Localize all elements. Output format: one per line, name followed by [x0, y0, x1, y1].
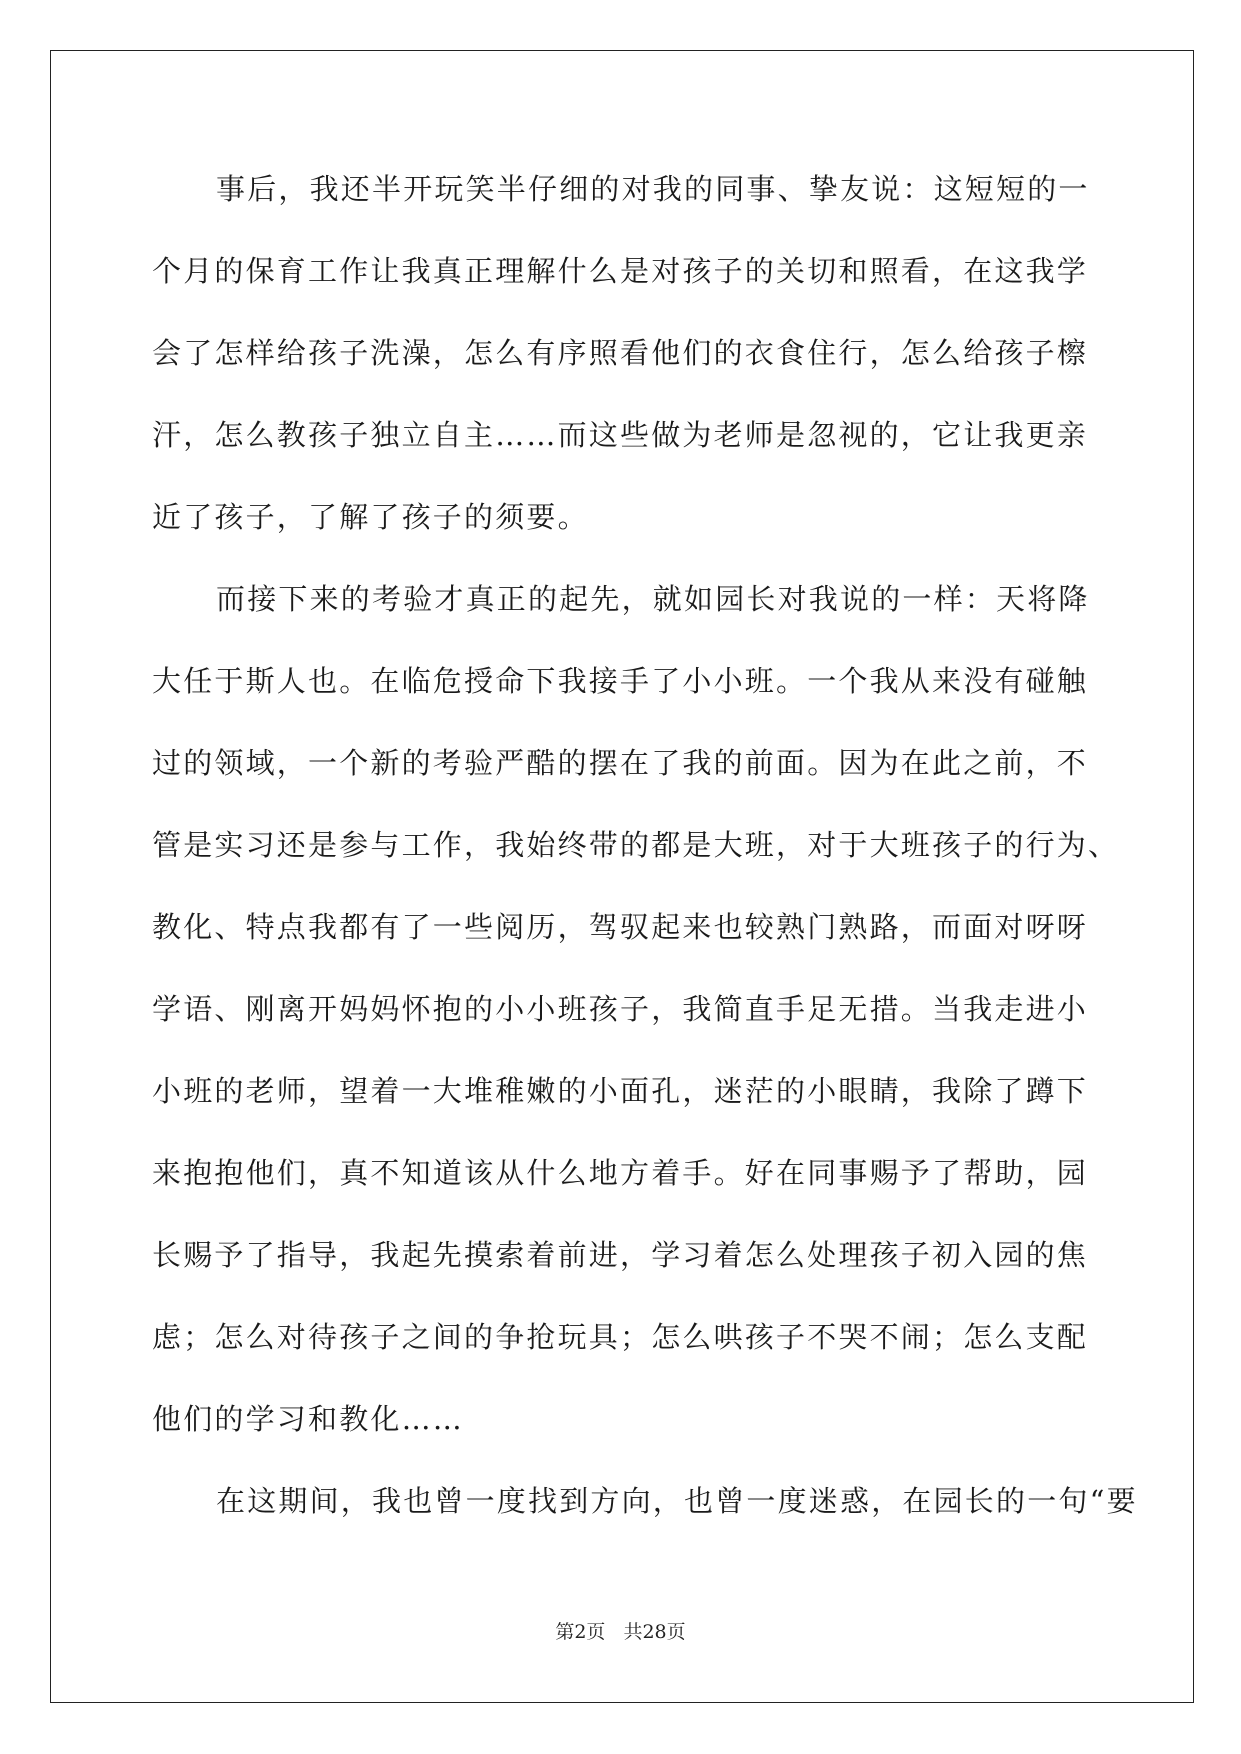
text-line: 个月的保育工作让我真正理解什么是对孩子的关切和照看，在这我学 — [152, 254, 1089, 288]
text-line: 近了孩子，了解了孩子的须要。 — [152, 500, 589, 534]
page-number: 第2页 — [555, 1621, 606, 1643]
text-line: 而接下来的考验才真正的起先，就如园长对我说的一样：天将降 — [216, 582, 1090, 616]
text-line: 学语、刚离开妈妈怀抱的小小班孩子，我简直手足无措。当我走进小 — [152, 992, 1089, 1026]
text-line: 大任于斯人也。在临危授命下我接手了小小班。一个我从来没有碰触 — [152, 664, 1089, 698]
text-line: 来抱抱他们，真不知道该从什么地方着手。好在同事赐予了帮助，园 — [152, 1156, 1089, 1190]
text-line: 小班的老师，望着一大堆稚嫩的小面孔，迷茫的小眼睛，我除了蹲下 — [152, 1074, 1089, 1108]
text-line: 在这期间，我也曾一度找到方向，也曾一度迷惑，在园长的一句“要 — [216, 1484, 1138, 1518]
text-line: 会了怎样给孩子洗澡，怎么有序照看他们的衣食住行，怎么给孩子檫 — [152, 336, 1089, 370]
document-body — [152, 160, 1138, 1554]
text-line: 教化、特点我都有了一些阅历，驾驭起来也较熟门熟路，而面对呀呀 — [152, 910, 1089, 944]
page-footer — [0, 1617, 1241, 1644]
text-line: 虑；怎么对待孩子之间的争抢玩具；怎么哄孩子不哭不闹；怎么支配 — [152, 1320, 1089, 1354]
text-line: 过的领域，一个新的考验严酷的摆在了我的前面。因为在此之前，不 — [152, 746, 1089, 780]
text-line: 他们的学习和教化…… — [152, 1402, 465, 1436]
text-line: 汗，怎么教孩子独立自主……而这些做为老师是忽视的，它让我更亲 — [152, 418, 1089, 452]
text-line: 管是实习还是参与工作，我始终带的都是大班，对于大班孩子的行为、 — [152, 828, 1120, 862]
text-line: 长赐予了指导，我起先摸索着前进，学习着怎么处理孩子初入园的焦 — [152, 1238, 1089, 1272]
text-line: 事后，我还半开玩笑半仔细的对我的同事、挚友说：这短短的一 — [216, 172, 1090, 206]
total-pages: 共28页 — [623, 1621, 686, 1643]
